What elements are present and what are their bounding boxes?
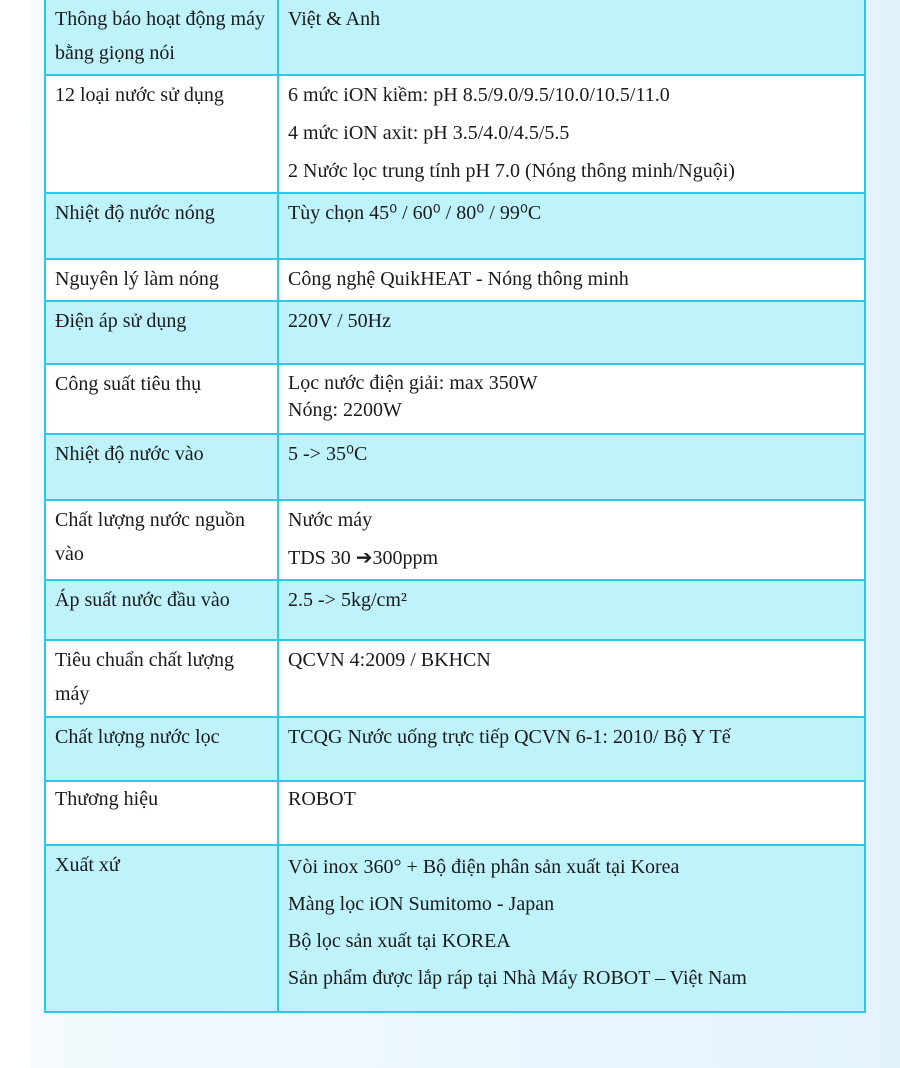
spec-row-heating bbox=[45, 259, 865, 301]
spec-row-pressure bbox=[45, 580, 865, 640]
spec-row-brand bbox=[45, 781, 865, 845]
spec-row-standard bbox=[45, 640, 865, 717]
spec-row-water-types bbox=[45, 75, 865, 193]
spec-value-line: Nóng: 2200W bbox=[288, 399, 402, 421]
spec-value-line: Vòi inox 360° + Bộ điện phân sản xuất tại Korea bbox=[288, 856, 680, 878]
spec-label: 12 loại nước sử dụng bbox=[45, 75, 278, 193]
spec-value bbox=[278, 75, 865, 193]
spec-value bbox=[278, 500, 865, 580]
spec-value-line: Công nghệ QuikHEAT - Nóng thông minh bbox=[288, 268, 629, 290]
spec-row-filtered-quality bbox=[45, 717, 865, 781]
spec-label: Điện áp sử dụng bbox=[45, 301, 278, 364]
spec-value-line: Tùy chọn 45⁰ / 60⁰ / 80⁰ / 99⁰C bbox=[288, 202, 542, 224]
spec-row-source-quality bbox=[45, 500, 865, 580]
spec-value-line: TCQG Nước uống trực tiếp QCVN 6-1: 2010/ Bộ Y Tế bbox=[288, 726, 731, 748]
spec-value-line: TDS 30 ➔300ppm bbox=[288, 547, 439, 569]
spec-value bbox=[278, 781, 865, 845]
spec-label: Thương hiệu bbox=[45, 781, 278, 845]
spec-value-line: ROBOT bbox=[288, 788, 356, 810]
spec-value-line: 4 mức iON axit: pH 3.5/4.0/4.5/5.5 bbox=[288, 122, 570, 144]
spec-value-line: Việt & Anh bbox=[288, 8, 381, 30]
spec-value-line: Màng lọc iON Sumitomo - Japan bbox=[288, 893, 555, 915]
spec-label: Xuất xứ bbox=[45, 845, 278, 1012]
spec-value bbox=[278, 364, 865, 434]
spec-label: Tiêu chuẩn chất lượng máy bbox=[45, 640, 278, 717]
spec-value-line: 5 -> 35⁰C bbox=[288, 443, 368, 465]
spec-value bbox=[278, 193, 865, 259]
spec-value-line: Sản phẩm được lắp ráp tại Nhà Máy ROBOT – Việt Nam bbox=[288, 967, 747, 989]
spec-value-line: 2 Nước lọc trung tính pH 7.0 (Nóng thông minh/Nguội) bbox=[288, 160, 735, 182]
spec-row-inlet-temp bbox=[45, 434, 865, 500]
spec-value bbox=[278, 640, 865, 717]
spec-value bbox=[278, 580, 865, 640]
spec-label: Nhiệt độ nước nóng bbox=[45, 193, 278, 259]
spec-row-hot-temp bbox=[45, 193, 865, 259]
spec-table bbox=[44, 0, 866, 1013]
spec-value-line: 2.5 -> 5kg/cm² bbox=[288, 589, 407, 611]
spec-label: Thông báo hoạt động máy bằng giọng nói bbox=[45, 0, 278, 75]
spec-value bbox=[278, 717, 865, 781]
spec-label: Áp suất nước đầu vào bbox=[45, 580, 278, 640]
spec-value bbox=[278, 0, 865, 75]
spec-row-origin bbox=[45, 845, 865, 1012]
spec-value bbox=[278, 301, 865, 364]
spec-value bbox=[278, 434, 865, 500]
spec-value-line: 220V / 50Hz bbox=[288, 310, 391, 332]
spec-value-line: Nước máy bbox=[288, 509, 373, 531]
spec-value-line: Bộ lọc sản xuất tại KOREA bbox=[288, 930, 511, 952]
spec-row-power bbox=[45, 364, 865, 434]
spec-row-voice bbox=[45, 0, 865, 75]
spec-label: Nhiệt độ nước vào bbox=[45, 434, 278, 500]
spec-label: Nguyên lý làm nóng bbox=[45, 259, 278, 301]
spec-label: Công suất tiêu thụ bbox=[45, 364, 278, 434]
spec-value-line: Lọc nước điện giải: max 350W bbox=[288, 372, 538, 394]
spec-label: Chất lượng nước lọc bbox=[45, 717, 278, 781]
spec-value-line: QCVN 4:2009 / BKHCN bbox=[288, 649, 491, 671]
spec-row-voltage bbox=[45, 301, 865, 364]
spec-label: Chất lượng nước nguồn vào bbox=[45, 500, 278, 580]
spec-value bbox=[278, 845, 865, 1012]
spec-value-line: 6 mức iON kiềm: pH 8.5/9.0/9.5/10.0/10.5/11.0 bbox=[288, 84, 670, 106]
spec-value bbox=[278, 259, 865, 301]
